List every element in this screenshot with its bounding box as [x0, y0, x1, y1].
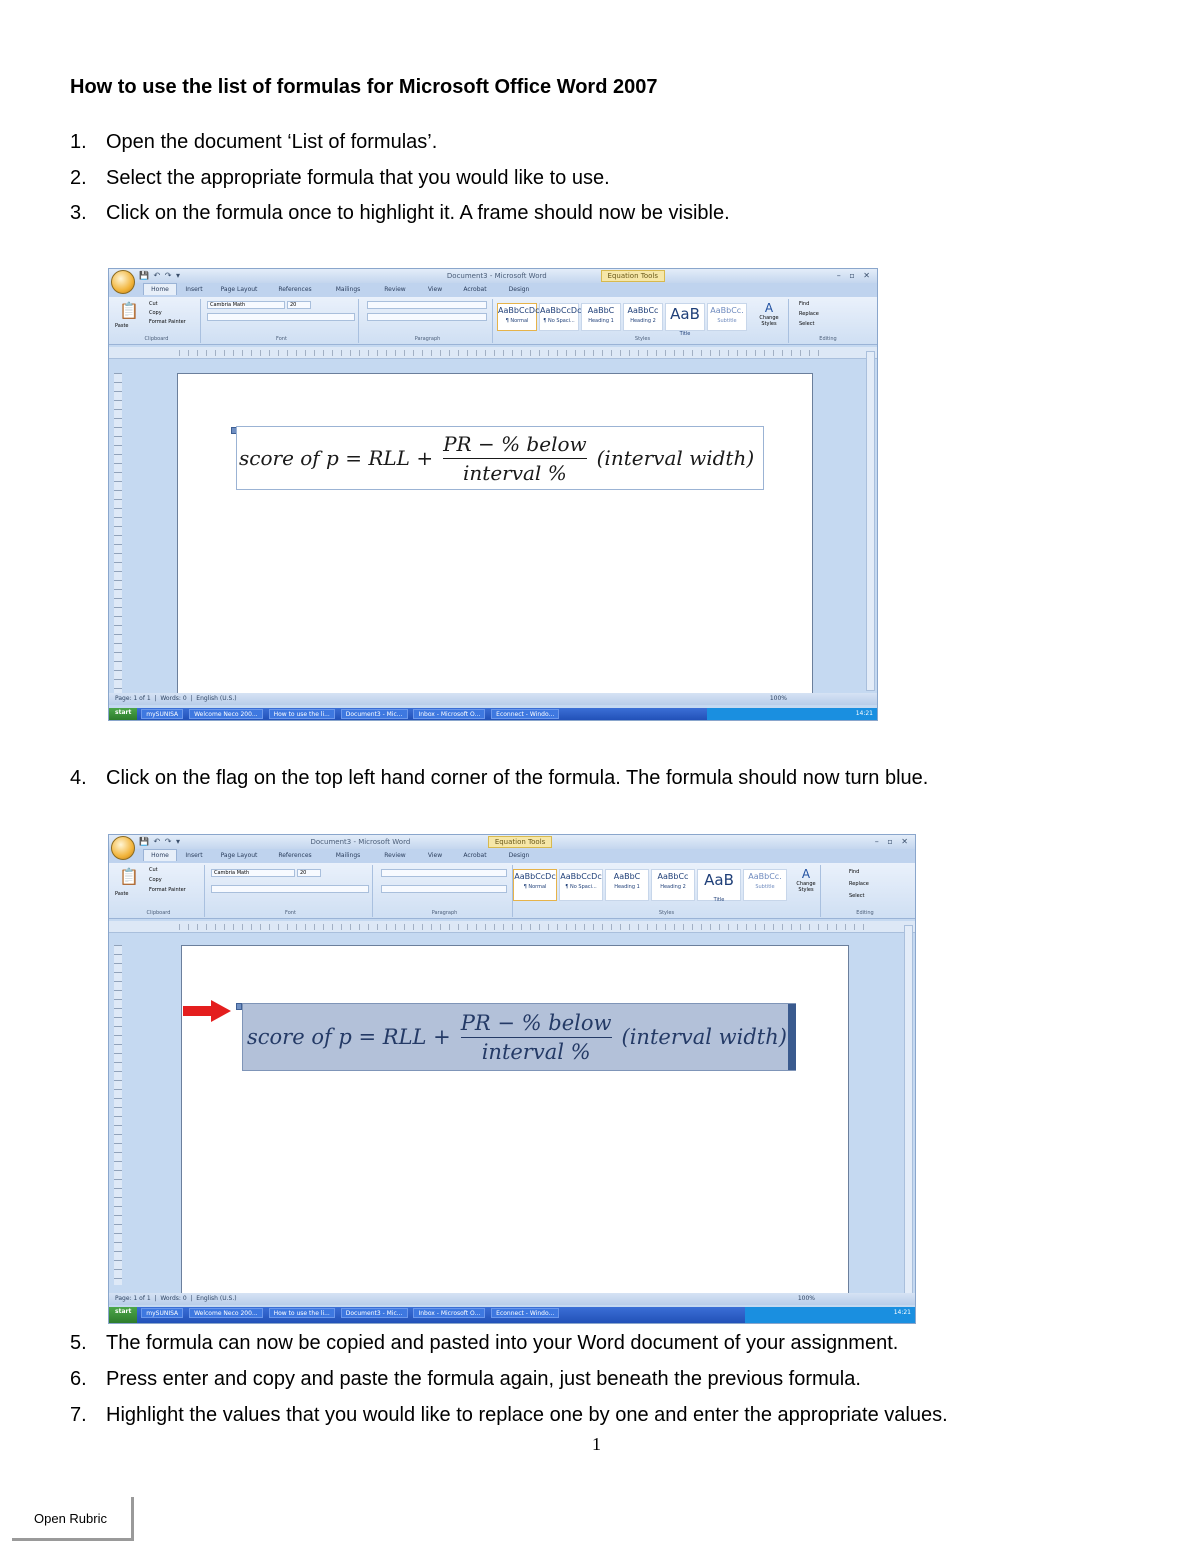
paragraph-group-label: Paragraph	[414, 336, 441, 342]
clipboard-group-label: Clipboard	[146, 910, 171, 916]
status-page: Page: 1 of 1	[115, 1295, 151, 1302]
style-preview: AaBbCcDc	[540, 306, 582, 315]
step-text: Click on the formula once to highlight it. A frame should now be visible.	[106, 202, 730, 224]
formula-lhs: score of p = RLL +	[247, 1025, 451, 1049]
clock: 14:21	[855, 710, 873, 717]
formula-fraction	[443, 432, 587, 485]
windows-taskbar	[109, 1307, 915, 1323]
replace-button[interactable]: Replace	[799, 311, 819, 317]
vertical-scrollbar[interactable]	[866, 351, 875, 691]
tab-home[interactable]: Home	[143, 283, 177, 295]
paste-button[interactable]: Paste	[115, 891, 129, 897]
editing-group	[825, 865, 905, 917]
style-preview: AaBbCcDc	[498, 306, 540, 315]
tab-review[interactable]: Review	[384, 852, 406, 859]
change-styles-icon: A	[801, 867, 811, 881]
taskbar-item[interactable]: Econnect - Windo...	[491, 709, 559, 719]
step-number: 6.	[70, 1368, 87, 1390]
paragraph-group	[363, 299, 493, 343]
document-page[interactable]	[181, 945, 849, 1295]
tab-references[interactable]: References	[278, 852, 312, 859]
styles-group	[497, 299, 789, 343]
taskbar-item[interactable]: Welcome Neco 200...	[189, 1308, 263, 1318]
step-4	[70, 767, 928, 790]
paste-icon[interactable]: 📋	[119, 867, 139, 886]
font-name-value: Cambria Math	[210, 302, 246, 308]
find-button[interactable]: Find	[849, 869, 860, 875]
word-screenshot-formula-selected	[108, 834, 916, 1324]
style-heading-1[interactable]	[605, 869, 649, 901]
tab-design[interactable]: Design	[508, 852, 530, 859]
tab-acrobat[interactable]: Acrobat	[463, 852, 487, 859]
taskbar-item[interactable]: Inbox - Microsoft O...	[413, 1308, 485, 1318]
format-painter-button[interactable]: Format Painter	[149, 887, 186, 893]
paragraph-group-label: Paragraph	[431, 910, 458, 916]
vertical-ruler[interactable]	[114, 373, 122, 693]
style-name: ¶ Normal	[505, 318, 529, 324]
formula-framed[interactable]	[236, 426, 764, 490]
formula-denominator: interval %	[481, 1039, 591, 1064]
font-name-box[interactable]	[207, 301, 285, 309]
formula-fraction	[461, 1011, 612, 1064]
status-words: Words: 0	[160, 1295, 187, 1302]
office-button[interactable]	[111, 836, 135, 860]
formula-resize-handle[interactable]	[788, 1004, 796, 1070]
formula-rhs: (interval width)	[621, 1025, 787, 1049]
style-preview: AaBbCcDc	[514, 872, 556, 881]
change-styles-label: Change Styles	[759, 315, 779, 327]
find-button[interactable]: Find	[799, 301, 810, 307]
style-name: ¶ No Spaci...	[543, 318, 575, 324]
title-bar	[109, 835, 915, 849]
change-styles-button[interactable]	[791, 867, 821, 893]
style-no-spacing[interactable]	[559, 869, 603, 901]
style-subtitle[interactable]	[707, 303, 747, 331]
zoom-level[interactable]: 100%	[797, 1295, 815, 1302]
font-size-value: 20	[300, 870, 307, 876]
system-tray	[707, 708, 877, 720]
style-heading-2[interactable]	[651, 869, 695, 901]
taskbar-item[interactable]: How to use the li...	[269, 1308, 335, 1318]
formula-denominator: interval %	[463, 460, 567, 485]
copy-button[interactable]: Copy	[149, 877, 162, 883]
paragraph-group	[377, 865, 513, 917]
font-group-label: Font	[285, 910, 296, 916]
cut-button[interactable]: Cut	[149, 867, 158, 873]
style-name: Title	[713, 897, 725, 903]
step-6	[70, 1368, 861, 1391]
style-heading-2[interactable]	[623, 303, 663, 331]
clipboard-group-label: Clipboard	[144, 336, 169, 342]
system-tray	[745, 1307, 915, 1323]
step-text: Click on the flag on the top left hand corner of the formula. The formula should now turn blue.	[106, 767, 929, 789]
style-name: Heading 2	[630, 318, 656, 324]
font-name-box[interactable]	[211, 869, 295, 877]
word-screenshot-frame-visible	[108, 268, 878, 721]
equation-tools-tab[interactable]: Equation Tools	[488, 836, 552, 848]
list-buttons[interactable]	[367, 301, 487, 309]
list-buttons[interactable]	[381, 869, 507, 877]
step-5	[70, 1332, 898, 1355]
taskbar-item[interactable]: Document3 - Mic...	[341, 709, 408, 719]
fraction-bar	[461, 1037, 612, 1038]
font-format-buttons[interactable]	[207, 313, 355, 321]
formula-lhs: score of p = RLL +	[239, 446, 434, 470]
office-button[interactable]	[111, 270, 135, 294]
step-text: Highlight the values that you would like to replace one by one and enter the appropriate values.	[106, 1404, 948, 1426]
formula-numerator: PR − % below	[460, 1010, 612, 1035]
font-group-label: Font	[276, 336, 287, 342]
font-size-box[interactable]	[297, 869, 321, 877]
style-preview: AaBbCc	[627, 306, 659, 315]
clipboard-group	[113, 299, 201, 343]
clipboard-group	[113, 865, 205, 917]
font-format-buttons[interactable]	[211, 885, 369, 893]
style-name: Subtitle	[717, 318, 737, 324]
step-7	[70, 1404, 948, 1427]
ribbon-tabs	[109, 283, 877, 297]
style-title[interactable]	[697, 869, 741, 901]
style-preview: AaBbCc.	[710, 306, 744, 315]
tab-insert[interactable]: Insert	[185, 852, 203, 859]
step-number: 4.	[70, 767, 87, 789]
ribbon	[109, 863, 915, 919]
tab-acrobat[interactable]: Acrobat	[463, 286, 487, 293]
tab-page-layout[interactable]: Page Layout	[220, 286, 258, 293]
copy-button[interactable]: Copy	[149, 310, 162, 316]
ribbon-tabs	[109, 849, 915, 863]
window-title: Document3 - Microsoft Word	[446, 272, 547, 280]
cut-button[interactable]: Cut	[149, 301, 158, 307]
step-number: 7.	[70, 1404, 87, 1426]
style-preview: AaBbCc	[657, 872, 689, 881]
tab-review[interactable]: Review	[384, 286, 406, 293]
style-name: ¶ No Spaci...	[565, 884, 597, 890]
taskbar-item[interactable]: mySUNISA	[141, 1308, 183, 1318]
status-language[interactable]: English (U.S.)	[196, 1295, 237, 1302]
page-number: 1	[592, 1434, 601, 1454]
step-number: 3.	[70, 202, 87, 224]
style-preview: AaBbCcDc	[560, 872, 602, 881]
tab-mailings[interactable]: Mailings	[335, 286, 361, 293]
quick-access-toolbar[interactable]: 💾 ↶ ↷ ▾	[139, 271, 182, 280]
tab-page-layout[interactable]: Page Layout	[220, 852, 258, 859]
styles-group-label: Styles	[658, 910, 675, 916]
style-name: Heading 2	[660, 884, 686, 890]
window-controls[interactable]: – ▫ ✕	[836, 271, 873, 280]
font-size-box[interactable]	[287, 301, 311, 309]
step-1	[70, 131, 437, 154]
step-3	[70, 202, 730, 225]
taskbar-item[interactable]: Document3 - Mic...	[341, 1308, 408, 1318]
window-title: Document3 - Microsoft Word	[310, 838, 411, 846]
tab-references[interactable]: References	[278, 286, 312, 293]
start-button[interactable]: start	[109, 708, 137, 720]
style-preview: AaB	[670, 305, 700, 323]
step-text: Select the appropriate formula that you would like to use.	[106, 167, 610, 189]
window-controls[interactable]: – ▫ ✕	[874, 837, 911, 846]
document-title: How to use the list of formulas for Microsoft Office Word 2007	[70, 76, 658, 98]
paste-button[interactable]: Paste	[115, 323, 129, 329]
tab-insert[interactable]: Insert	[185, 286, 203, 293]
taskbar-item[interactable]: mySUNISA	[141, 709, 183, 719]
step-number: 5.	[70, 1332, 87, 1354]
taskbar-item[interactable]: How to use the li...	[269, 709, 335, 719]
styles-group	[513, 865, 821, 917]
paste-icon[interactable]: 📋	[119, 301, 139, 320]
equation-tools-tab[interactable]: Equation Tools	[601, 270, 665, 282]
taskbar-item[interactable]: Econnect - Windo...	[491, 1308, 559, 1318]
formula-rhs: (interval width)	[596, 446, 755, 470]
horizontal-ruler[interactable]	[109, 347, 877, 359]
style-preview: AaBbC	[613, 872, 641, 881]
fraction-bar	[443, 458, 587, 459]
formula-numerator: PR − % below	[443, 431, 587, 456]
open-rubric-button[interactable]: Open Rubric	[12, 1497, 134, 1541]
style-subtitle[interactable]	[743, 869, 787, 901]
horizontal-ruler[interactable]	[109, 921, 915, 933]
document-page[interactable]	[177, 373, 813, 703]
step-2	[70, 167, 610, 190]
replace-button[interactable]: Replace	[849, 881, 869, 887]
style-heading-1[interactable]	[581, 303, 621, 331]
style-no-spacing[interactable]	[539, 303, 582, 331]
format-painter-button[interactable]: Format Painter	[149, 319, 186, 325]
style-normal[interactable]	[497, 303, 540, 331]
clock: 14:21	[893, 1309, 911, 1316]
editing-group-label: Editing	[856, 910, 874, 916]
status-language[interactable]: English (U.S.)	[196, 695, 237, 702]
zoom-level[interactable]: 100%	[769, 695, 787, 702]
formula-selected[interactable]	[242, 1003, 796, 1071]
tab-design[interactable]: Design	[508, 286, 530, 293]
red-arrow-icon	[183, 1000, 231, 1022]
vertical-ruler[interactable]	[114, 945, 122, 1285]
select-button[interactable]: Select	[849, 893, 865, 899]
status-bar: Page: 1 of 1 | Words: 0 | English (U.S.) 100%	[109, 1293, 915, 1305]
taskbar-item[interactable]: Inbox - Microsoft O...	[413, 709, 485, 719]
change-styles-button[interactable]	[753, 301, 785, 327]
vertical-scrollbar[interactable]	[904, 925, 913, 1295]
style-name: ¶ Normal	[523, 884, 547, 890]
change-styles-label: Change Styles	[796, 881, 816, 893]
tab-mailings[interactable]: Mailings	[335, 852, 361, 859]
font-size-value: 20	[290, 302, 297, 308]
windows-taskbar	[109, 708, 877, 720]
status-words: Words: 0	[160, 695, 187, 702]
taskbar-item[interactable]: Welcome Neco 200...	[189, 709, 263, 719]
quick-access-toolbar[interactable]: 💾 ↶ ↷ ▾	[139, 837, 182, 846]
tab-view[interactable]: View	[427, 286, 443, 293]
style-name: Subtitle	[755, 884, 775, 890]
ribbon	[109, 297, 877, 345]
editing-group	[793, 299, 863, 343]
style-name: Heading 1	[588, 318, 614, 324]
step-number: 1.	[70, 131, 87, 153]
styles-group-label: Styles	[634, 336, 651, 342]
style-preview: AaBbC	[587, 306, 615, 315]
editing-group-label: Editing	[819, 336, 837, 342]
tab-view[interactable]: View	[427, 852, 443, 859]
font-name-value: Cambria Math	[214, 870, 250, 876]
font-group	[209, 865, 373, 917]
style-preview: AaBbCc.	[748, 872, 782, 881]
alignment-buttons[interactable]	[367, 313, 487, 321]
title-bar	[109, 269, 877, 283]
style-title[interactable]	[665, 303, 705, 337]
step-text: Press enter and copy and paste the formula again, just beneath the previous formula.	[106, 1368, 861, 1390]
status-page: Page: 1 of 1	[115, 695, 151, 702]
step-text: Open the document ‘List of formulas’.	[106, 131, 438, 153]
tab-home[interactable]: Home	[143, 849, 177, 861]
change-styles-icon: A	[764, 301, 774, 315]
font-group	[205, 299, 359, 343]
select-button[interactable]: Select	[799, 321, 815, 327]
start-button[interactable]: start	[109, 1307, 137, 1323]
step-number: 2.	[70, 167, 87, 189]
style-name: Title	[679, 331, 691, 337]
alignment-buttons[interactable]	[381, 885, 507, 893]
style-name: Heading 1	[614, 884, 640, 890]
step-text: The formula can now be copied and pasted into your Word document of your assignment.	[106, 1332, 899, 1354]
style-normal[interactable]	[513, 869, 557, 901]
status-bar: Page: 1 of 1 | Words: 0 | English (U.S.) 100%	[109, 693, 877, 705]
style-preview: AaB	[704, 871, 734, 889]
